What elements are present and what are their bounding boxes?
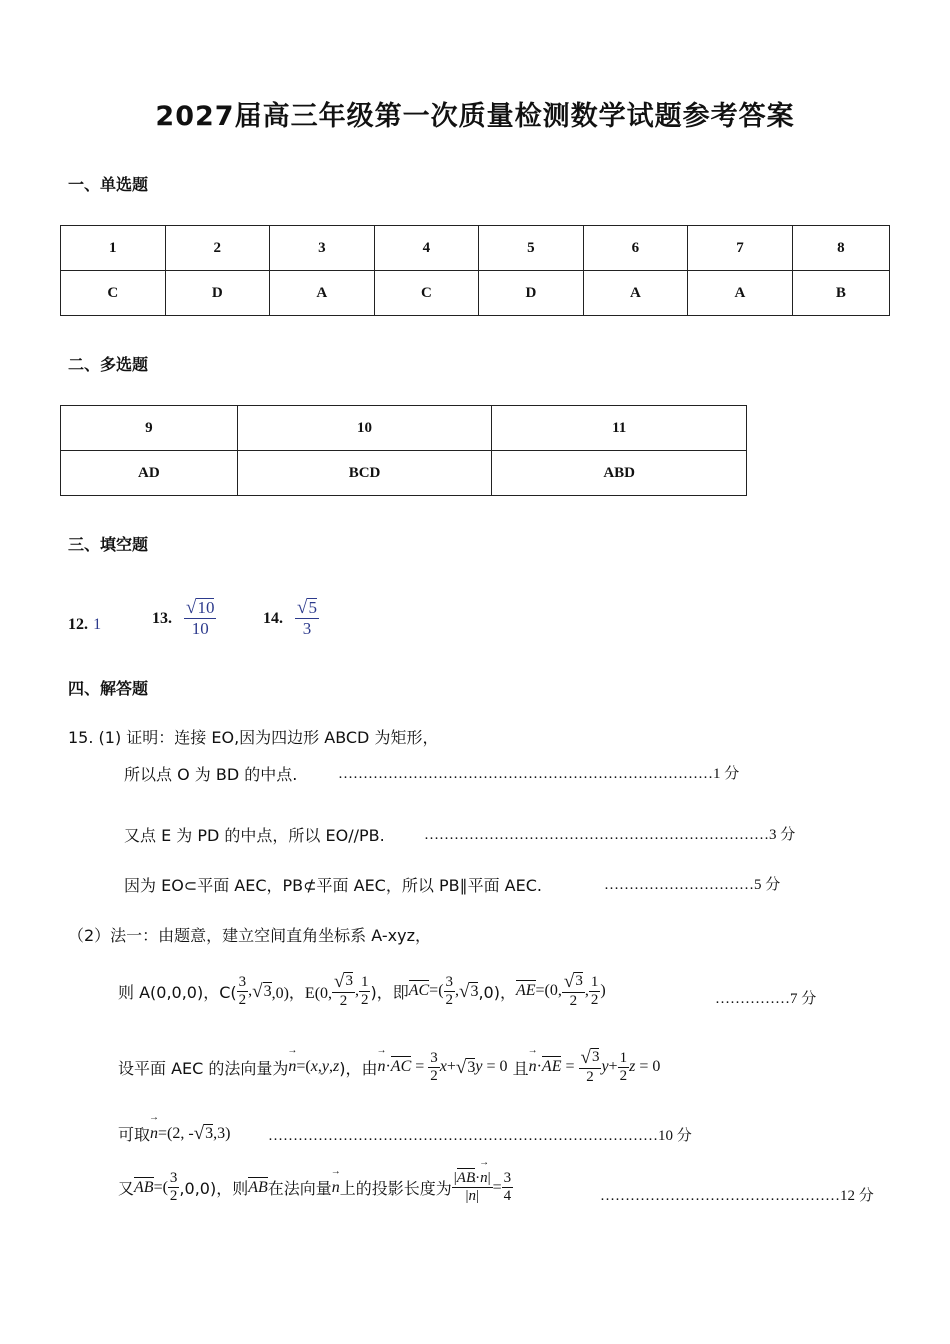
table-cell: D	[165, 271, 270, 316]
fill-answer-14	[263, 598, 319, 639]
fill-answer-13	[152, 598, 216, 639]
denominator: 3	[302, 619, 312, 638]
answer-value: 1	[93, 616, 102, 633]
text: 设平面 AEC 的法向量为	[118, 1058, 289, 1078]
table-cell: 10	[237, 406, 492, 451]
table-row	[61, 451, 747, 496]
table-cell: 4	[374, 226, 479, 271]
table-cell: A	[583, 271, 688, 316]
solution-line-projection: 又 AB =( $\frac{3}{2}$ ,0,0)，则 AB 在法向量 n → 上的投影长度为 $\frac{|AB\cdot n \to|}{|n \to|}$ = $\frac{3}{4}$	[118, 1170, 513, 1205]
score-marker: …………………………………………12 分	[600, 1188, 874, 1204]
radicand: 10	[197, 598, 215, 617]
table-cell: 8	[792, 226, 889, 271]
solution-line: 又点 E 为 PD 的中点，所以 EO//PB.	[124, 826, 385, 845]
score-marker: …………………………………………………………………1 分	[338, 766, 740, 782]
table-cell: 6	[583, 226, 688, 271]
section-multi-choice: 二、多选题	[68, 355, 149, 374]
table-cell: BCD	[237, 451, 492, 496]
table-cell: D	[479, 271, 584, 316]
table-cell: 5	[479, 226, 584, 271]
section-single-choice: 一、单选题	[68, 175, 149, 194]
table-cell: B	[792, 271, 889, 316]
solution-line-normal-vector: 设平面 AEC 的法向量为 n → =( x , y , z )，由 n → · AC = $\frac{3}{2}$ x + √ 3 y = 0 且 n → · AE = √ 3 2 y + $\frac{1}{2}$ z = 0	[118, 1048, 660, 1086]
question-number: 14.	[263, 609, 283, 627]
section-fill-blank: 三、填空题	[68, 535, 149, 554]
table-cell: C	[61, 271, 166, 316]
table-cell: 9	[61, 406, 238, 451]
solution-line: 15. (1) 证明：连接 EO,因为四边形 ABCD 为矩形，	[68, 728, 439, 747]
table-cell: AD	[61, 451, 238, 496]
score-marker: ……………………………………………………………………10 分	[268, 1128, 692, 1144]
fraction: √ 5 3	[297, 597, 317, 638]
score-marker: ……………………………………………………………3 分	[424, 827, 796, 843]
solution-line: 所以点 O 为 BD 的中点.	[124, 765, 298, 784]
table-cell: C	[374, 271, 479, 316]
score-marker: …………………………5 分	[604, 877, 781, 893]
fraction: √ 10 10	[186, 597, 215, 638]
table-cell: 11	[492, 406, 747, 451]
table-cell: 1	[61, 226, 166, 271]
single-choice-table	[60, 225, 890, 316]
multi-choice-table	[60, 405, 747, 496]
denominator: 10	[191, 619, 209, 638]
section-solution: 四、解答题	[68, 679, 149, 698]
solution-line: 因为 EO⊂平面 AEC，PB⊄平面 AEC，所以 PB∥平面 AEC.	[124, 876, 542, 895]
score-marker: ……………7 分	[715, 991, 817, 1007]
table-cell: A	[688, 271, 793, 316]
table-cell: A	[270, 271, 375, 316]
table-row	[61, 406, 747, 451]
table-row	[61, 271, 890, 316]
table-cell: ABD	[492, 451, 747, 496]
solution-line-coordinates: 则 A(0,0,0)，C( $\frac{3}{2}$ , √ 3 ,0)，E(0, √ 3 2 , $\frac{1}{2}$ )，即 AC =( $\frac{3}{2}$ , √ 3 ,0)， AE =(0, √ 3 2 , $\frac{1}{2}$ )	[118, 971, 606, 1009]
fill-answer-12	[68, 614, 101, 634]
table-cell: 3	[270, 226, 375, 271]
question-number: 12.	[68, 616, 88, 633]
page-title: 2027届高三年级第一次质量检测数学试题参考答案	[155, 101, 795, 132]
table-cell: 2	[165, 226, 270, 271]
table-row	[61, 226, 890, 271]
radicand: 5	[308, 598, 317, 617]
question-number: 13.	[152, 609, 172, 627]
table-cell: 7	[688, 226, 793, 271]
solution-line-normal-value: 可取 n → =(2, - √ 3 ,3)	[118, 1122, 230, 1145]
solution-line: （2）法一：由题意，建立空间直角坐标系 A-xyz，	[68, 926, 431, 945]
